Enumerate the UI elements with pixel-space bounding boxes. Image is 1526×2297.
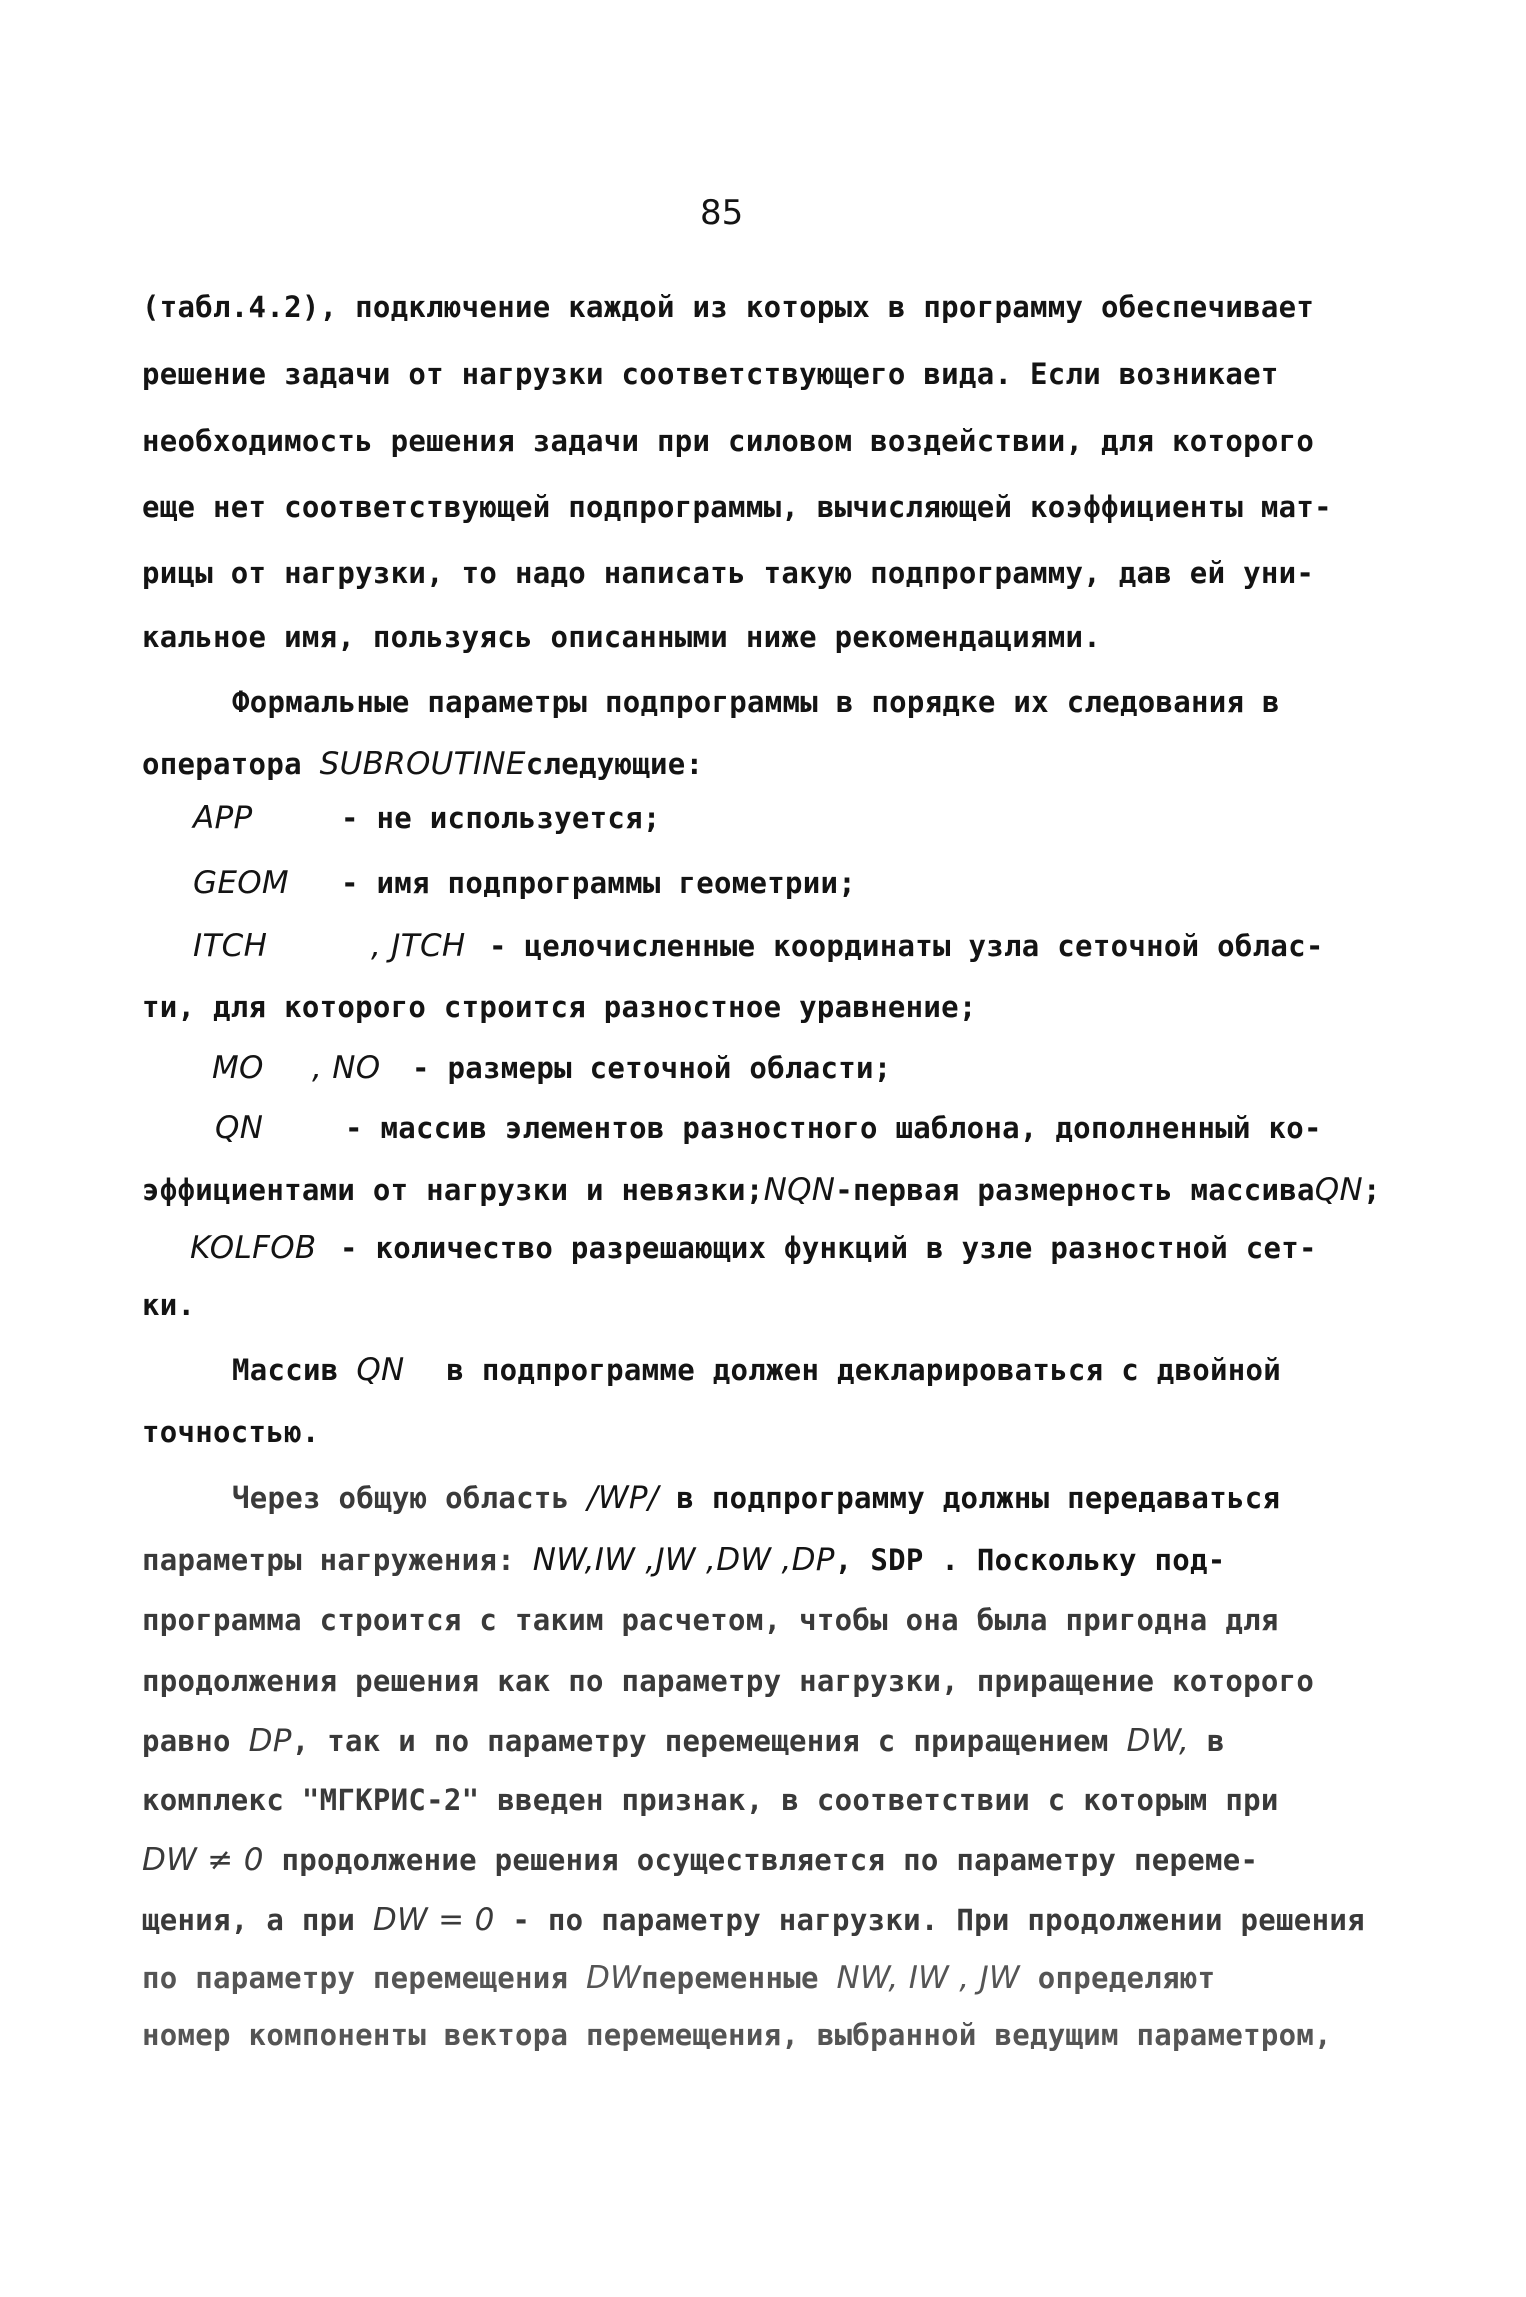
page-number: 85 xyxy=(700,193,744,233)
code-term: DW = 0 xyxy=(372,1902,495,1938)
text-line: эффициентами от нагрузки и невязки;NQN-первая размерность массиваQN; xyxy=(142,1172,1381,1208)
code-term: MO xyxy=(212,1050,264,1086)
text-line: DW ≠ 0 продолжение решения осуществляется по параметру переме- xyxy=(142,1842,1259,1878)
code-term: DW ≠ 0 xyxy=(142,1842,264,1878)
text-line: щения, а при DW = 0 - по параметру нагрузки. При продолжении решения xyxy=(142,1902,1365,1938)
code-term: GEOM xyxy=(193,865,289,901)
text-line: ти, для которого строится разностное уравнение; xyxy=(142,990,977,1024)
text-line: оператора SUBROUTINEследующие: xyxy=(142,746,704,782)
text-line: номер компоненты вектора перемещения, выбранной ведущим параметром, xyxy=(142,2018,1332,2052)
code-term: NW, IW , JW xyxy=(836,1960,1020,1996)
param-line: ITCH , JTCH - целочисленные координаты узла сеточной облас- xyxy=(193,928,1324,964)
param-line: GEOM - имя подпрограммы геометрии; xyxy=(193,865,857,901)
code-term: QN xyxy=(1314,1172,1363,1208)
code-term: , JTCH xyxy=(371,928,466,964)
text-line: Через общую область /WP/ в подпрограмму должны передаваться xyxy=(232,1480,1281,1516)
code-term: NW,IW ,JW ,DW ,DP xyxy=(532,1542,835,1578)
text-line: кальное имя, пользуясь описанными ниже рекомендациями. xyxy=(142,620,1102,654)
code-term: KOLFOB xyxy=(190,1230,317,1266)
text-line: ки. xyxy=(142,1288,196,1322)
param-line: QN - массив элементов разностного шаблона, дополненный ко- xyxy=(215,1110,1322,1146)
code-term: , NO xyxy=(312,1050,381,1086)
param-line: KOLFOB - количество разрешающих функций в узле разностной сет- xyxy=(190,1230,1317,1266)
text-line: еще нет соответствующей подпрограммы, вычисляющей коэффициенты мат- xyxy=(142,490,1332,524)
text-line: продолжения решения как по параметру нагрузки, приращение которого xyxy=(142,1664,1315,1698)
text-line: комплекс "МГКРИС-2" введен признак, в соответствии с которым при xyxy=(142,1783,1279,1817)
text-line: точностью. xyxy=(142,1415,320,1449)
text-line: равно DP, так и по параметру перемещения с приращением DW, в xyxy=(142,1723,1225,1759)
code-term: SUBROUTINE xyxy=(319,746,526,782)
text-line: Массив QN в подпрограмме должен декларироваться с двойной xyxy=(232,1352,1282,1388)
code-term: QN xyxy=(215,1110,264,1146)
code-term: NQN xyxy=(763,1172,836,1208)
code-term: DP xyxy=(248,1723,292,1759)
text-line: параметры нагружения: NW,IW ,JW ,DW ,DP, SDP . Поскольку под- xyxy=(142,1542,1226,1578)
param-line: APP - не используется; xyxy=(193,800,661,836)
code-term: DW, xyxy=(1126,1723,1190,1759)
text-line: Формальные параметры подпрограммы в порядке их следования в xyxy=(232,685,1280,719)
param-line: MO , NO - размеры сеточной области; xyxy=(212,1050,892,1086)
code-term: /WP/ xyxy=(587,1480,659,1516)
text-line: необходимость решения задачи при силовом воздействии, для которого xyxy=(142,424,1315,458)
text-line: программа строится с таким расчетом, чтобы она была пригодна для xyxy=(142,1603,1279,1637)
code-term: ITCH xyxy=(193,928,268,964)
code-term: DW xyxy=(586,1960,642,1996)
text-line: решение задачи от нагрузки соответствующего вида. Если возникает xyxy=(142,357,1279,391)
text-line: (табл.4.2), подключение каждой из которых в программу обеспечивает xyxy=(142,290,1315,324)
text-line: рицы от нагрузки, то надо написать такую подпрограмму, дав ей уни- xyxy=(142,556,1315,590)
text-line: по параметру перемещения DWпеременные NW, IW , JW определяют xyxy=(142,1960,1216,1996)
code-term: QN xyxy=(356,1352,405,1388)
code-term: APP xyxy=(193,800,253,836)
